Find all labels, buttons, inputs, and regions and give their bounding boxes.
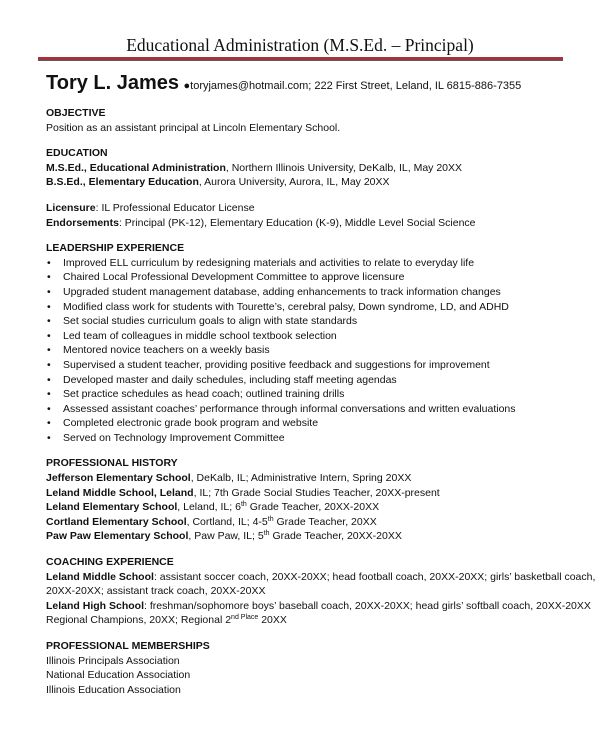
bullet-icon: • xyxy=(47,344,51,357)
education-heading: EDUCATION xyxy=(46,147,108,160)
document-title: Educational Administration (M.S.Ed. – Principal) xyxy=(126,35,474,55)
ordinal-suffix: th xyxy=(240,501,247,509)
bullet-icon: • xyxy=(47,256,51,269)
list-item xyxy=(46,314,566,329)
history-detail: Grade Teacher, 20XX xyxy=(273,515,377,528)
list-item xyxy=(46,416,566,431)
contact-info: toryjames@hotmail.com; 222 First Street, Leland, IL 6815-886-7355 xyxy=(190,80,522,92)
history-detail: Grade Teacher, 20XX-20XX xyxy=(269,530,402,543)
coaching-detail: 20XX xyxy=(258,614,287,627)
school-name: Leland Middle School xyxy=(46,570,154,583)
licensure-label: Licensure xyxy=(46,201,96,214)
list-item xyxy=(46,431,566,446)
bullet-icon: • xyxy=(47,402,51,415)
list-item-text: Completed electronic grade book program and website xyxy=(63,417,319,430)
list-item xyxy=(46,329,566,344)
bullet-icon: • xyxy=(47,271,51,284)
coaching-line: 20XX-20XX; assistant track coach, 20XX-20XX xyxy=(46,585,266,598)
objective-heading: OBJECTIVE xyxy=(46,107,106,119)
objective-text: Position as an assistant principal at Lincoln Elementary School. xyxy=(46,121,341,134)
ordinal-suffix: th xyxy=(263,530,270,538)
list-item xyxy=(46,373,566,388)
coaching-line xyxy=(46,599,591,614)
history-row xyxy=(46,515,566,530)
ordinal-suffix: th xyxy=(267,515,274,523)
memberships-heading: PROFESSIONAL MEMBERSHIPS xyxy=(46,640,210,652)
list-item-text: Developed master and daily schedules, including staff meeting agendas xyxy=(63,373,397,386)
endorsements-text: : Principal (PK-12), Elementary Education (K-9), Middle Level Social Science xyxy=(118,216,476,229)
membership-item: National Education Association xyxy=(46,669,191,682)
licensure-line xyxy=(46,201,566,216)
list-item-text: Assessed assistant coaches’ performance through informal conversations and written evaluations xyxy=(63,402,516,415)
list-item-text: Improved ELL curriculum by redesigning materials and activities to relate to everyday life xyxy=(63,256,475,269)
list-item-text: Chaired Local Professional Development Committee to approve licensure xyxy=(63,271,405,284)
licensure-text: : IL Professional Educator License xyxy=(95,201,255,214)
bullet-icon: • xyxy=(47,329,51,342)
history-row xyxy=(46,486,566,501)
history-detail: Grade Teacher, 20XX-20XX xyxy=(246,501,380,514)
candidate-name: Tory L. James xyxy=(46,72,180,94)
list-item-text: Mentored novice teachers on a weekly basis xyxy=(63,344,270,357)
list-item xyxy=(46,285,566,300)
bullet-icon: • xyxy=(47,315,51,328)
membership-item: Illinois Principals Association xyxy=(46,654,180,667)
bullet-icon: • xyxy=(47,417,51,430)
list-item xyxy=(46,270,566,285)
history-detail: , DeKalb, IL; Administrative Intern, Spring 20XX xyxy=(190,472,412,485)
school-name: Cortland Elementary School xyxy=(46,515,187,528)
leadership-heading: LEADERSHIP EXPERIENCE xyxy=(46,242,185,255)
school-name: Leland High School xyxy=(46,599,145,612)
name-line xyxy=(46,72,521,95)
leadership-list xyxy=(46,256,566,446)
spacer xyxy=(46,190,566,201)
history-heading: PROFESSIONAL HISTORY xyxy=(46,457,178,470)
history-row xyxy=(46,529,566,544)
history-detail: , Cortland, IL; 4-5 xyxy=(186,515,268,528)
school-name: Paw Paw Elementary School xyxy=(46,530,189,543)
list-item-text: Served on Technology Improvement Committee xyxy=(63,431,285,444)
coaching-heading: COACHING EXPERIENCE xyxy=(46,556,174,569)
ordinal-suffix: nd Place xyxy=(231,614,259,622)
history-detail: , IL; 7th Grade Social Studies Teacher, 20XX-present xyxy=(193,486,440,499)
contact-bullet: ● xyxy=(183,80,191,92)
title-rule-gray xyxy=(38,60,563,61)
degree-title: M.S.Ed., Educational Administration xyxy=(46,161,226,174)
coaching-detail: Regional Champions, 20XX; Regional 2 xyxy=(46,614,232,627)
school-name: Jefferson Elementary School xyxy=(46,472,191,485)
history-detail: , Paw Paw, IL; 5 xyxy=(188,530,264,543)
list-item xyxy=(46,256,566,271)
list-item-text: Led team of colleagues in middle school textbook selection xyxy=(63,329,337,342)
list-item xyxy=(46,343,566,358)
membership-item: Illinois Education Association xyxy=(46,683,181,696)
coaching-detail: : assistant soccer coach, 20XX-20XX; head football coach, 20XX-20XX; girls’ basketball coach, xyxy=(153,570,596,583)
list-item-text: Supervised a student teacher, providing positive feedback and suggestions for improvement xyxy=(63,358,490,371)
bullet-icon: • xyxy=(47,358,51,371)
list-item-text: Set social studies curriculum goals to align with state standards xyxy=(63,315,358,328)
list-item-text: Modified class work for students with Tourette’s, cerebral palsy, Down syndrome, LD, and ADHD xyxy=(63,300,509,313)
resume-content xyxy=(46,103,596,697)
coaching-line xyxy=(46,613,566,628)
list-item xyxy=(46,358,566,373)
bullet-icon: • xyxy=(47,285,51,298)
school-name: Leland Elementary School xyxy=(46,501,178,514)
list-item xyxy=(46,387,566,402)
bullet-icon: • xyxy=(47,431,51,444)
school-name: Leland Middle School, Leland xyxy=(46,486,194,499)
degree-line xyxy=(46,175,566,190)
endorsements-label: Endorsements xyxy=(46,216,119,229)
degree-line xyxy=(46,161,566,176)
bullet-icon: • xyxy=(47,373,51,386)
degree-detail: , Northern Illinois University, DeKalb, IL, May 20XX xyxy=(225,161,463,174)
history-detail: , Leland, IL; 6 xyxy=(177,501,241,514)
list-item-text: Upgraded student management database, adding enhancements to track information changes xyxy=(63,285,501,298)
coaching-line xyxy=(46,570,596,585)
list-item xyxy=(46,300,566,315)
history-row xyxy=(46,500,566,515)
degree-detail: , Aurora University, Aurora, IL, May 20XX xyxy=(198,176,390,189)
endorsements-line xyxy=(46,216,566,231)
bullet-icon: • xyxy=(47,300,51,313)
list-item-text: Set practice schedules as head coach; outlined training drills xyxy=(63,388,345,401)
degree-title: B.S.Ed., Elementary Education xyxy=(46,176,199,189)
coaching-detail: : freshman/sophomore boys’ baseball coach, 20XX-20XX; head girls’ softball coach, 20XX-20XX xyxy=(144,599,591,612)
history-row xyxy=(46,471,566,486)
list-item xyxy=(46,402,566,417)
bullet-icon: • xyxy=(47,388,51,401)
